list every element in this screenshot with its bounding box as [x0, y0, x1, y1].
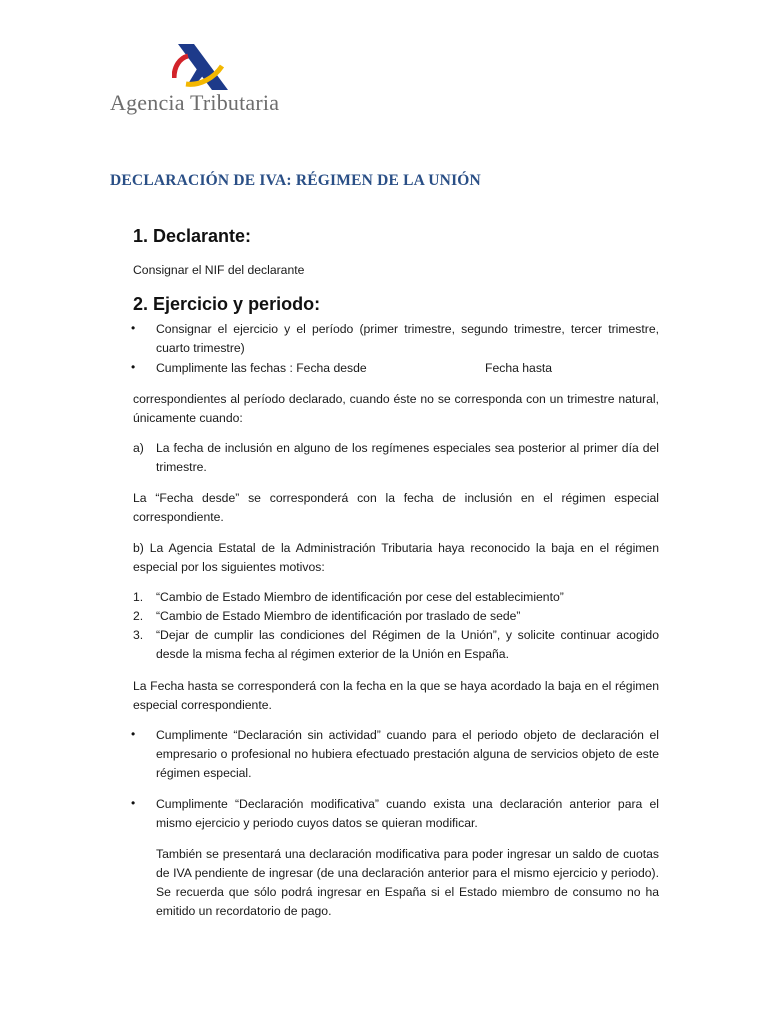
item-a-text: La fecha de inclusión en alguno de los regímenes especiales sea posterior al primer día del trimestre.	[156, 441, 659, 474]
paragraph-correspondientes: correspondientes al período declarado, cuando éste no se corresponda con un trimestre natural, únicamente cuando:	[133, 392, 659, 425]
logo-text: Agencia Tributaria	[110, 90, 280, 115]
bullet-sin-actividad: Cumplimente “Declaración sin actividad” cuando para el periodo objeto de declaración el empresario o profesional no hubiera efectuado prestación alguna de servicios objeto de este régimen especial.	[156, 728, 659, 780]
paragraph-fecha-desde: La “Fecha desde” se corresponderá con la fecha de inclusión en el régimen especial correspondiente.	[133, 491, 659, 524]
numbered-item: “Dejar de cumplir las condiciones del Régimen de la Unión”, y solicite continuar acogido desde la misma fecha al régimen exterior de la Unión en España.	[156, 628, 659, 661]
numbered-item: “Cambio de Estado Miembro de identificación por traslado de sede”	[156, 609, 521, 623]
bullet-fechas: Cumplimente las fechas : Fecha desde	[156, 361, 367, 375]
bullet-icon: •	[131, 321, 136, 335]
agencia-tributaria-logo	[110, 40, 310, 120]
fecha-hasta-label: Fecha hasta	[485, 361, 553, 375]
numbered-marker: 2.	[133, 609, 144, 623]
section-1-heading: 1. Declarante:	[133, 226, 252, 246]
logo-emblem-icon	[172, 40, 232, 92]
bullet-icon: •	[131, 796, 136, 810]
bullet-modificativa: Cumplimente “Declaración modificativa” cuando exista una declaración anterior para el mismo ejercicio y periodo cuyos datos se quieran modificar.	[156, 797, 659, 830]
bullet-icon: •	[131, 360, 136, 374]
numbered-marker: 1.	[133, 590, 144, 604]
paragraph-tambien: También se presentará una declaración modificativa para poder ingresar un saldo de cuotas de IVA pendiente de ingresar (de una declaración anterior para el mismo ejercicio y periodo). Se recuerda que sólo podrá ingresar en España si el Estado miembro de consumo no ha emitido un recordatorio de pago.	[156, 847, 659, 918]
document-title: DECLARACIÓN DE IVA: RÉGIMEN DE LA UNIÓN	[110, 172, 481, 189]
paragraph-item-b: b) La Agencia Estatal de la Administración Tributaria haya reconocido la baja en el régimen especial por los siguientes motivos:	[133, 541, 659, 574]
paragraph-fecha-hasta: La Fecha hasta se corresponderá con la fecha en la que se haya acordado la baja en el régimen especial correspondiente.	[133, 679, 659, 712]
bullet-ejercicio: Consignar el ejercicio y el período (primer trimestre, segundo trimestre, tercer trimestre, cuarto trimestre)	[156, 322, 659, 355]
numbered-marker: 3.	[133, 628, 144, 642]
section-2-heading: 2. Ejercicio y periodo:	[133, 294, 321, 314]
section-1-text: Consignar el NIF del declarante	[133, 263, 305, 277]
item-a-marker: a)	[133, 441, 144, 455]
bullet-icon: •	[131, 727, 136, 741]
numbered-item: “Cambio de Estado Miembro de identificación por cese del establecimiento”	[156, 590, 564, 604]
